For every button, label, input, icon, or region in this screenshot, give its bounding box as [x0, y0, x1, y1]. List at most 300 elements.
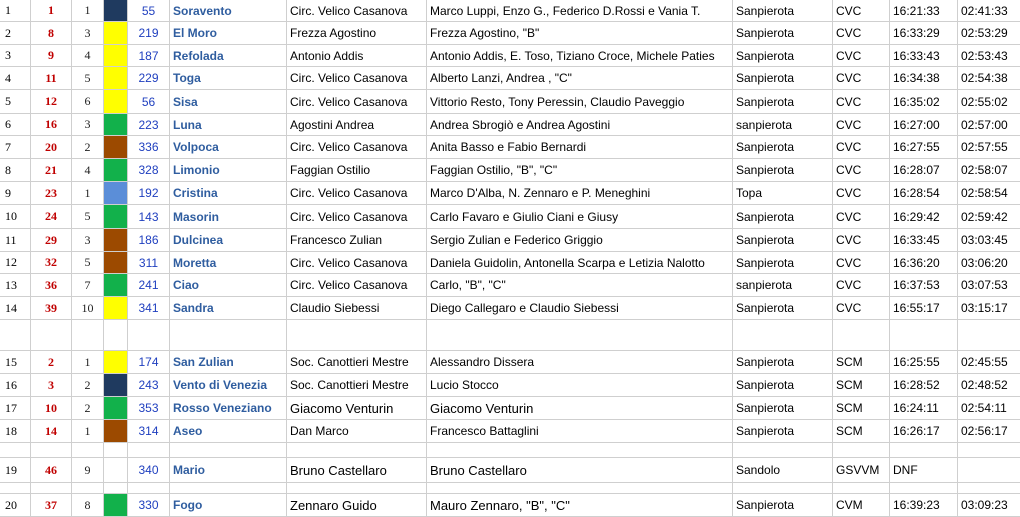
- overall-position: [31, 45, 72, 66]
- boat-type-text: Sanpierota: [736, 140, 795, 154]
- elapsed-time: [958, 90, 1020, 113]
- empty-cell: [31, 483, 72, 493]
- crew-names-text: Diego Callegaro e Claudio Siebessi: [430, 301, 619, 315]
- table-row: [0, 494, 1020, 517]
- boat-name-text: Volpoca: [173, 140, 219, 154]
- finish-time-text: 16:35:02: [893, 94, 940, 109]
- crew-names: [427, 252, 733, 273]
- overall-position-text: 12: [45, 94, 57, 108]
- overall-position-text: 21: [45, 162, 57, 177]
- crew-names: [427, 182, 733, 204]
- elapsed-time: [958, 494, 1020, 516]
- club-code: [833, 90, 890, 113]
- table-row: [0, 90, 1020, 114]
- sail-number-text: 340: [138, 463, 159, 477]
- overall-position: [31, 420, 72, 442]
- finish-time: [890, 420, 958, 442]
- owner-name: [287, 274, 427, 296]
- elapsed-time: [958, 159, 1020, 181]
- table-row: [0, 374, 1020, 397]
- empty-cell: [287, 443, 427, 457]
- overall-position: [31, 374, 72, 396]
- empty-cell: [128, 320, 170, 350]
- empty-cell: [833, 483, 890, 493]
- class-position: [72, 45, 104, 66]
- finish-time-text: 16:33:45: [893, 233, 940, 247]
- sail-number: [128, 458, 170, 482]
- class-position: [72, 297, 104, 319]
- finish-time: [890, 351, 958, 373]
- finish-time: [890, 252, 958, 273]
- finish-time: [890, 397, 958, 419]
- overall-position: [31, 252, 72, 273]
- class-position: [72, 0, 104, 21]
- boat-type: [733, 67, 833, 89]
- sail-number: [128, 205, 170, 228]
- row-number-text: 15: [5, 354, 17, 369]
- elapsed-time-text: 03:07:53: [961, 278, 1008, 292]
- sail-number-text: 229: [138, 71, 159, 85]
- elapsed-time-text: 02:58:54: [961, 186, 1008, 200]
- elapsed-time-text: 02:55:02: [961, 94, 1008, 109]
- boat-type: [733, 114, 833, 135]
- empty-cell: [170, 483, 287, 493]
- club-code-text: CVC: [836, 3, 862, 18]
- boat-color-swatch: [104, 205, 128, 228]
- class-position: [72, 182, 104, 204]
- elapsed-time: [958, 374, 1020, 396]
- crew-names: [427, 297, 733, 319]
- boat-type: [733, 0, 833, 21]
- sail-number-text: 328: [138, 163, 159, 177]
- class-position-text: 1: [84, 3, 91, 17]
- finish-time: [890, 22, 958, 44]
- boat-name: [170, 0, 287, 21]
- class-position-text: 2: [84, 400, 91, 415]
- boat-color-swatch: [104, 420, 128, 442]
- sail-number-text: 330: [138, 498, 159, 512]
- sail-number: [128, 297, 170, 319]
- owner-name-text: Circ. Velico Casanova: [290, 209, 408, 224]
- empty-cell: [733, 483, 833, 493]
- sail-number-text: 341: [138, 301, 159, 315]
- boat-color-swatch: [104, 136, 128, 158]
- class-position: [72, 458, 104, 482]
- class-position-text: 5: [84, 70, 91, 85]
- overall-position: [31, 297, 72, 319]
- boat-type-text: Sanpierota: [736, 498, 795, 512]
- color-swatch: [104, 374, 127, 396]
- sail-number-text: 336: [138, 140, 159, 154]
- finish-time-text: 16:25:55: [893, 355, 940, 369]
- empty-cell: [890, 320, 958, 350]
- sail-number: [128, 22, 170, 44]
- crew-names: [427, 397, 733, 419]
- color-swatch: [104, 274, 127, 296]
- boat-name: [170, 114, 287, 135]
- empty-cell: [958, 483, 1020, 493]
- boat-name: [170, 420, 287, 442]
- table-row: [0, 114, 1020, 136]
- boat-name-text: Ciao: [173, 278, 200, 292]
- crew-names: [427, 90, 733, 113]
- club-code: [833, 420, 890, 442]
- empty-cell: [31, 443, 72, 457]
- boat-name-text: Luna: [173, 117, 202, 132]
- color-swatch: [104, 229, 127, 251]
- elapsed-time: [958, 274, 1020, 296]
- elapsed-time-text: 02:57:00: [961, 117, 1008, 132]
- class-position: [72, 229, 104, 251]
- class-position-text: 9: [84, 462, 91, 477]
- boat-type: [733, 420, 833, 442]
- color-swatch: [104, 159, 127, 181]
- boat-name-text: Toga: [173, 71, 201, 85]
- boat-type-text: Sanpierota: [736, 424, 795, 438]
- boat-type: [733, 252, 833, 273]
- overall-position: [31, 90, 72, 113]
- class-position: [72, 22, 104, 44]
- boat-name-text: Vento di Venezia: [173, 378, 268, 392]
- boat-name-text: Cristina: [173, 186, 218, 200]
- elapsed-time: [958, 252, 1020, 273]
- sail-number-text: 223: [138, 117, 159, 132]
- crew-names-text: Andrea Sbrogiò e Andrea Agostini: [430, 117, 611, 132]
- club-code: [833, 351, 890, 373]
- row-number: [0, 252, 31, 273]
- row-number-text: 11: [5, 232, 17, 247]
- finish-time-text: 16:33:43: [893, 48, 940, 63]
- crew-names-text: Frezza Agostino, "B": [430, 26, 540, 40]
- color-swatch: [104, 351, 127, 373]
- finish-time: [890, 136, 958, 158]
- finish-time-text: 16:27:55: [893, 140, 940, 154]
- finish-time: [890, 67, 958, 89]
- boat-name: [170, 458, 287, 482]
- empty-cell: [733, 320, 833, 350]
- class-position-text: 3: [84, 232, 91, 247]
- elapsed-time: [958, 45, 1020, 66]
- sail-number: [128, 159, 170, 181]
- row-number: [0, 229, 31, 251]
- boat-type-text: Sanpierota: [736, 355, 795, 369]
- owner-name-text: Francesco Zulian: [290, 233, 383, 247]
- empty-cell: [72, 483, 104, 493]
- sail-number: [128, 136, 170, 158]
- club-code-text: CVC: [836, 48, 862, 63]
- club-code-text: CVC: [836, 71, 862, 85]
- elapsed-time: [958, 420, 1020, 442]
- sail-number-text: 241: [138, 278, 159, 292]
- boat-type-text: Sanpierota: [736, 378, 795, 392]
- finish-time: [890, 182, 958, 204]
- overall-position-text: 37: [45, 497, 57, 512]
- boat-name: [170, 45, 287, 66]
- row-number: [0, 90, 31, 113]
- table-row: [0, 297, 1020, 320]
- owner-name: [287, 229, 427, 251]
- boat-type-text: Sanpierota: [736, 301, 795, 315]
- table-row: [0, 274, 1020, 297]
- boat-name-text: Fogo: [173, 498, 203, 512]
- crew-names: [427, 45, 733, 66]
- finish-time-text: 16:27:00: [893, 117, 940, 132]
- color-swatch: [104, 90, 127, 113]
- owner-name: [287, 67, 427, 89]
- boat-name: [170, 274, 287, 296]
- empty-cell: [104, 483, 128, 493]
- boat-type: [733, 90, 833, 113]
- empty-cell: [0, 483, 31, 493]
- row-number: [0, 274, 31, 296]
- empty-cell: [890, 443, 958, 457]
- boat-type-text: Topa: [736, 186, 763, 200]
- row-number-text: 13: [5, 277, 17, 292]
- boat-type-text: Sandolo: [736, 463, 781, 477]
- boat-color-swatch: [104, 494, 128, 516]
- color-swatch: [104, 494, 127, 516]
- boat-type-text: Sanpierota: [736, 71, 795, 85]
- boat-type-text: Sanpierota: [736, 48, 795, 63]
- owner-name: [287, 182, 427, 204]
- sail-number: [128, 494, 170, 516]
- elapsed-time: [958, 114, 1020, 135]
- owner-name-text: Frezza Agostino: [290, 26, 377, 40]
- table-row: [0, 351, 1020, 374]
- empty-cell: [104, 320, 128, 350]
- class-position: [72, 159, 104, 181]
- class-position: [72, 114, 104, 135]
- elapsed-time-text: 02:53:29: [961, 26, 1008, 40]
- sail-number-text: 187: [138, 48, 159, 63]
- class-position-text: 3: [84, 25, 91, 40]
- crew-names-text: Alberto Lanzi, Andrea , "C": [430, 71, 572, 85]
- color-swatch: [104, 297, 127, 319]
- boat-name-text: Sisa: [173, 94, 198, 109]
- empty-cell: [427, 320, 733, 350]
- boat-color-swatch: [104, 159, 128, 181]
- empty-cell: [287, 320, 427, 350]
- sail-number-text: 55: [141, 3, 156, 18]
- finish-time: [890, 374, 958, 396]
- row-number-text: 7: [5, 139, 11, 154]
- overall-position-text: 3: [48, 377, 54, 392]
- elapsed-time-text: 02:57:55: [961, 140, 1008, 154]
- crew-names-text: Lucio Stocco: [430, 378, 499, 392]
- owner-name: [287, 297, 427, 319]
- overall-position: [31, 114, 72, 135]
- crew-names: [427, 0, 733, 21]
- class-position-text: 1: [84, 185, 91, 200]
- owner-name-text: Agostini Andrea: [290, 117, 375, 132]
- boat-name-text: Limonio: [173, 163, 220, 177]
- crew-names: [427, 420, 733, 442]
- finish-time-text: DNF: [893, 463, 918, 477]
- empty-row: [0, 443, 1020, 458]
- crew-names-text: Daniela Guidolin, Antonella Scarpa e Letizia Nalotto: [430, 255, 705, 270]
- owner-name-text: Giacomo Venturin: [290, 400, 394, 416]
- club-code: [833, 397, 890, 419]
- elapsed-time: [958, 182, 1020, 204]
- finish-time-text: 16:33:29: [893, 26, 940, 40]
- owner-name: [287, 351, 427, 373]
- overall-position: [31, 0, 72, 21]
- row-number: [0, 0, 31, 21]
- club-code: [833, 45, 890, 66]
- owner-name-text: Zennaro Guido: [290, 497, 377, 513]
- table-row: [0, 0, 1020, 22]
- elapsed-time-text: 02:45:55: [961, 355, 1008, 369]
- overall-position: [31, 182, 72, 204]
- club-code-text: CVC: [836, 209, 862, 224]
- color-swatch: [104, 67, 127, 89]
- crew-names: [427, 274, 733, 296]
- color-swatch: [104, 45, 127, 66]
- boat-type: [733, 374, 833, 396]
- table-row: [0, 205, 1020, 229]
- boat-color-swatch: [104, 67, 128, 89]
- table-row: [0, 397, 1020, 420]
- owner-name: [287, 159, 427, 181]
- crew-names-text: Alessandro Dissera: [430, 355, 535, 369]
- class-position: [72, 374, 104, 396]
- class-position: [72, 494, 104, 516]
- overall-position-text: 24: [45, 209, 57, 223]
- empty-row: [0, 320, 1020, 351]
- crew-names: [427, 374, 733, 396]
- club-code-text: SCM: [836, 401, 863, 415]
- boat-name-text: Rosso Veneziano: [173, 401, 272, 415]
- boat-name: [170, 229, 287, 251]
- sail-number-text: 143: [138, 209, 159, 224]
- row-number-text: 5: [5, 94, 11, 108]
- class-position: [72, 351, 104, 373]
- elapsed-time-text: 03:09:23: [961, 498, 1008, 512]
- sail-number: [128, 229, 170, 251]
- owner-name: [287, 397, 427, 419]
- crew-names: [427, 114, 733, 135]
- finish-time-text: 16:28:07: [893, 163, 940, 177]
- owner-name-text: Circ. Velico Casanova: [290, 140, 408, 154]
- boat-name-text: Mario: [173, 463, 206, 477]
- empty-cell: [72, 320, 104, 350]
- overall-position-text: 1: [48, 3, 54, 17]
- boat-name-text: Soravento: [173, 3, 232, 18]
- row-number-text: 20: [5, 497, 17, 512]
- boat-type: [733, 397, 833, 419]
- finish-time-text: 16:21:33: [893, 3, 940, 18]
- row-number: [0, 114, 31, 135]
- sail-number: [128, 274, 170, 296]
- row-number-text: 10: [5, 209, 17, 223]
- overall-position: [31, 136, 72, 158]
- owner-name-text: Claudio Siebessi: [290, 301, 380, 315]
- boat-name: [170, 159, 287, 181]
- owner-name-text: Bruno Castellaro: [290, 462, 387, 478]
- crew-names: [427, 22, 733, 44]
- class-position-text: 4: [84, 162, 91, 177]
- table-row: [0, 229, 1020, 252]
- finish-time: [890, 494, 958, 516]
- owner-name: [287, 494, 427, 516]
- finish-time-text: 16:55:17: [893, 301, 940, 315]
- class-position-text: 1: [84, 423, 91, 438]
- empty-cell: [890, 483, 958, 493]
- sail-number-text: 186: [138, 233, 159, 247]
- row-number-text: 12: [5, 255, 17, 269]
- color-swatch: [104, 136, 127, 158]
- sail-number: [128, 0, 170, 21]
- class-position: [72, 136, 104, 158]
- owner-name-text: Antonio Addis: [290, 48, 364, 63]
- empty-cell: [733, 443, 833, 457]
- owner-name: [287, 22, 427, 44]
- club-code-text: CVC: [836, 163, 862, 177]
- boat-name-text: San Zulian: [173, 355, 234, 369]
- crew-names: [427, 67, 733, 89]
- sail-number: [128, 182, 170, 204]
- boat-type: [733, 22, 833, 44]
- club-code: [833, 297, 890, 319]
- owner-name: [287, 420, 427, 442]
- boat-name-text: Aseo: [173, 424, 203, 438]
- boat-color-swatch: [104, 90, 128, 113]
- finish-time: [890, 114, 958, 135]
- sail-number-text: 243: [138, 378, 159, 392]
- boat-color-swatch: [104, 397, 128, 419]
- color-swatch: [104, 420, 127, 442]
- sail-number: [128, 114, 170, 135]
- sail-number-text: 353: [138, 401, 159, 415]
- overall-position: [31, 205, 72, 228]
- row-number-text: 14: [5, 300, 17, 315]
- finish-time: [890, 274, 958, 296]
- class-position-text: 2: [84, 139, 91, 154]
- club-code: [833, 67, 890, 89]
- overall-position: [31, 22, 72, 44]
- boat-color-swatch: [104, 182, 128, 204]
- class-position: [72, 397, 104, 419]
- sail-number: [128, 374, 170, 396]
- row-number-text: 3: [5, 48, 11, 62]
- finish-time-text: 16:24:11: [893, 401, 939, 415]
- boat-type-text: Sanpierota: [736, 26, 795, 40]
- owner-name-text: Soc. Canottieri Mestre: [290, 378, 409, 392]
- empty-cell: [958, 443, 1020, 457]
- boat-type: [733, 494, 833, 516]
- crew-names-text: Carlo, "B", "C": [430, 278, 506, 292]
- empty-cell: [833, 443, 890, 457]
- boat-type: [733, 136, 833, 158]
- finish-time-text: 16:26:17: [893, 424, 940, 438]
- club-code: [833, 0, 890, 21]
- color-swatch: [104, 114, 127, 135]
- row-number: [0, 374, 31, 396]
- row-number: [0, 22, 31, 44]
- overall-position: [31, 274, 72, 296]
- overall-position-text: 14: [45, 423, 57, 438]
- crew-names: [427, 136, 733, 158]
- club-code: [833, 182, 890, 204]
- owner-name-text: Circ. Velico Casanova: [290, 186, 408, 200]
- crew-names-text: Francesco Battaglini: [430, 424, 539, 438]
- color-swatch: [104, 0, 127, 21]
- sail-number-text: 192: [138, 186, 159, 200]
- boat-color-swatch: [104, 114, 128, 135]
- boat-color-swatch: [104, 229, 128, 251]
- class-position-text: 5: [84, 209, 91, 223]
- finish-time: [890, 0, 958, 21]
